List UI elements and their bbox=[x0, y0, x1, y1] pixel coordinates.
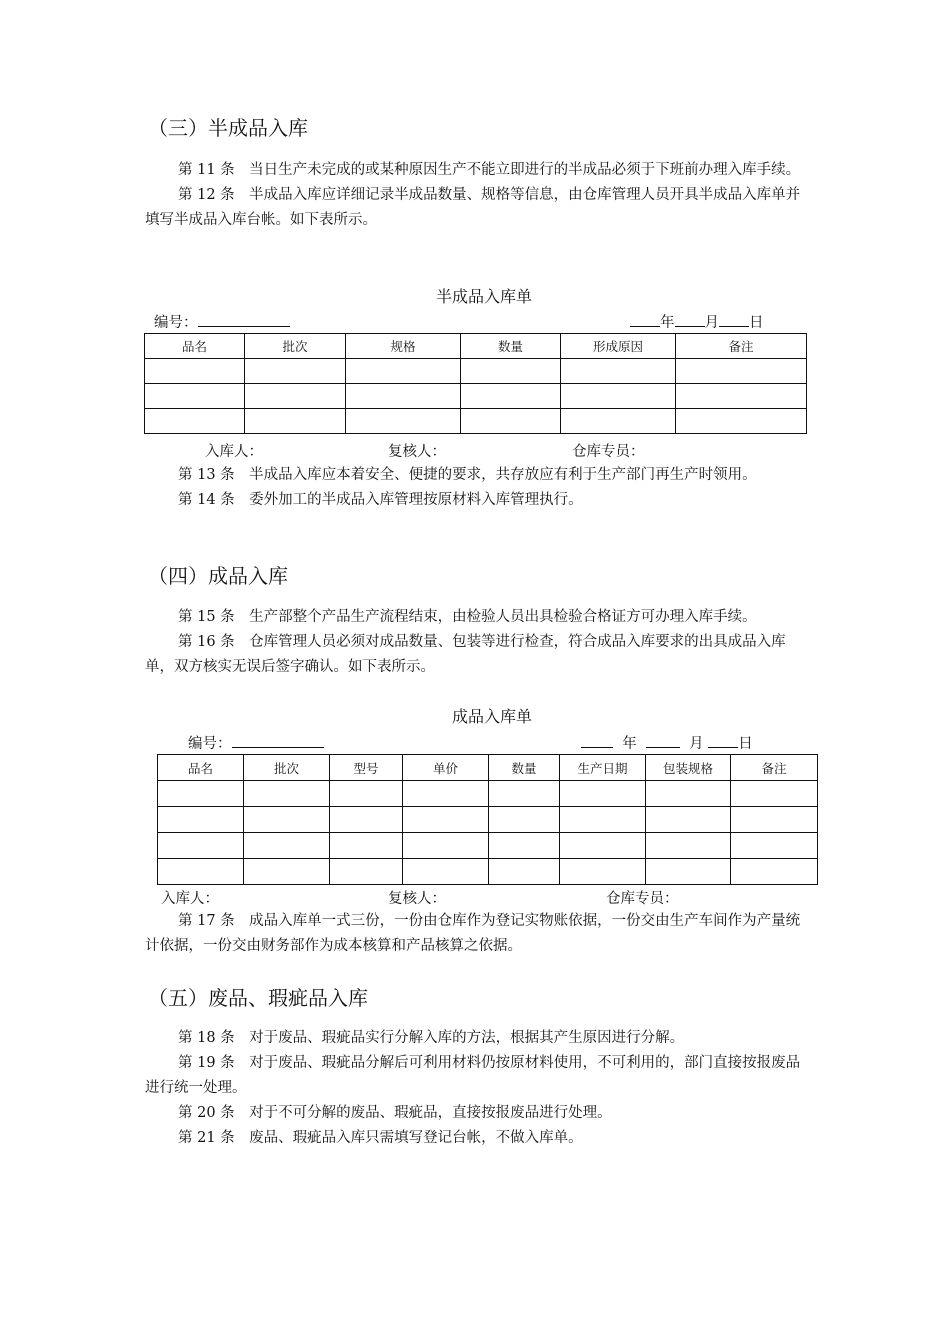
column-header: 数量 bbox=[489, 755, 560, 781]
table-cell[interactable] bbox=[489, 833, 560, 859]
table-cell[interactable] bbox=[158, 807, 244, 833]
table-row bbox=[158, 859, 818, 885]
column-header: 数量 bbox=[461, 334, 561, 359]
column-header: 包装规格 bbox=[646, 755, 731, 781]
table-cell[interactable] bbox=[561, 359, 676, 384]
article-12: 第 12 条 半成品入库应详细记录半成品数量、规格等信息，由仓库管理人员开具半成品入库单并填写半成品入库台帐。如下表所示。 bbox=[145, 187, 801, 228]
table-cell[interactable] bbox=[561, 409, 676, 434]
section4-paragraphs-after bbox=[145, 909, 810, 959]
article-16: 第 16 条 仓库管理人员必须对成品数量、包装等进行检查，符合成品入库要求的出具成品入库单，双方核实无误后签字确认。如下表所示。 bbox=[145, 634, 786, 675]
finished-day-label: 日 bbox=[738, 736, 753, 752]
table-cell[interactable] bbox=[403, 781, 489, 807]
article-17: 第 17 条 成品入库单一式三份，一份由仓库作为登记实物账依据，一份交由生产车间作为产量统计依据，一份交由财务部作为成本核算和产品核算之依据。 bbox=[145, 913, 801, 954]
table-cell[interactable] bbox=[676, 359, 807, 384]
table-cell[interactable] bbox=[244, 833, 330, 859]
table-cell[interactable] bbox=[646, 807, 731, 833]
table-cell[interactable] bbox=[346, 384, 461, 409]
finished-year-label: 年 bbox=[622, 736, 637, 752]
finished-form-number bbox=[188, 732, 324, 753]
finished-form-table bbox=[157, 754, 818, 885]
semi-form-number-blank bbox=[198, 312, 290, 327]
table-cell[interactable] bbox=[731, 859, 818, 885]
finished-form-number-blank bbox=[232, 733, 324, 748]
semi-form-number bbox=[154, 311, 290, 332]
table-cell[interactable] bbox=[244, 781, 330, 807]
column-header: 备注 bbox=[731, 755, 818, 781]
article-15: 第 15 条 生产部整个产品生产流程结束，由检验人员出具检验合格证方可办理入库手续。 bbox=[178, 609, 757, 625]
table-cell[interactable] bbox=[158, 859, 244, 885]
column-header: 生产日期 bbox=[560, 755, 646, 781]
table-cell[interactable] bbox=[560, 807, 646, 833]
table-cell[interactable] bbox=[646, 833, 731, 859]
table-cell[interactable] bbox=[330, 859, 403, 885]
semi-form-number-label: 编号： bbox=[154, 315, 198, 331]
article-18: 第 18 条 对于废品、瑕疵品实行分解入库的方法，根据其产生原因进行分解。 bbox=[178, 1030, 685, 1046]
table-cell[interactable] bbox=[158, 781, 244, 807]
table-cell[interactable] bbox=[330, 807, 403, 833]
table-cell[interactable] bbox=[244, 807, 330, 833]
semi-year-label: 年 bbox=[660, 315, 675, 331]
semi-day-label: 日 bbox=[749, 315, 764, 331]
article-21: 第 21 条 废品、瑕疵品入库只需填写登记台帐，不做入库单。 bbox=[178, 1130, 583, 1146]
article-13: 第 13 条 半成品入库应本着安全、便捷的要求，共存放应有利于生产部门再生产时领用。 bbox=[178, 467, 757, 483]
finished-day-blank bbox=[708, 733, 738, 748]
column-header: 规格 bbox=[346, 334, 461, 359]
table-cell[interactable] bbox=[461, 384, 561, 409]
section-heading-semi-finished: （三）半成品入库 bbox=[148, 116, 308, 140]
column-header: 单价 bbox=[403, 755, 489, 781]
section-heading-defective: （五）废品、瑕疵品入库 bbox=[148, 986, 368, 1010]
table-cell[interactable] bbox=[244, 859, 330, 885]
table-cell[interactable] bbox=[403, 807, 489, 833]
section4-paragraphs bbox=[145, 605, 810, 680]
article-14: 第 14 条 委外加工的半成品入库管理按原材料入库管理执行。 bbox=[178, 492, 583, 508]
semi-form-date bbox=[630, 311, 764, 332]
section-heading-finished: （四）成品入库 bbox=[148, 564, 288, 588]
table-cell[interactable] bbox=[489, 859, 560, 885]
table-header-row bbox=[145, 334, 807, 359]
semi-year-blank bbox=[630, 312, 660, 327]
table-cell[interactable] bbox=[731, 781, 818, 807]
finished-form-title: 成品入库单 bbox=[452, 707, 533, 726]
finished-form-date bbox=[581, 732, 753, 753]
table-cell[interactable] bbox=[145, 359, 245, 384]
table-cell[interactable] bbox=[560, 833, 646, 859]
table-cell[interactable] bbox=[145, 384, 245, 409]
table-cell[interactable] bbox=[158, 833, 244, 859]
finished-month-blank bbox=[646, 733, 680, 748]
section3-paragraphs bbox=[145, 158, 810, 233]
table-cell[interactable] bbox=[560, 859, 646, 885]
table-cell[interactable] bbox=[403, 859, 489, 885]
table-cell[interactable] bbox=[646, 859, 731, 885]
semi-sign-receiver: 入库人： bbox=[205, 444, 263, 460]
table-cell[interactable] bbox=[245, 359, 346, 384]
table-cell[interactable] bbox=[461, 359, 561, 384]
semi-sign-reviewer: 复核人： bbox=[388, 444, 446, 460]
semi-finished-form-title: 半成品入库单 bbox=[436, 287, 533, 306]
table-cell[interactable] bbox=[403, 833, 489, 859]
semi-month-label: 月 bbox=[704, 315, 719, 331]
section3-paragraphs-after bbox=[145, 463, 810, 513]
column-header: 型号 bbox=[330, 755, 403, 781]
table-cell[interactable] bbox=[561, 384, 676, 409]
semi-sign-clerk: 仓库专员： bbox=[572, 444, 645, 460]
semi-finished-form-table bbox=[144, 333, 807, 434]
table-cell[interactable] bbox=[346, 359, 461, 384]
table-cell[interactable] bbox=[245, 384, 346, 409]
table-row bbox=[145, 384, 807, 409]
table-cell[interactable] bbox=[676, 409, 807, 434]
table-cell[interactable] bbox=[731, 833, 818, 859]
article-19: 第 19 条 对于废品、瑕疵品分解后可利用材料仍按原材料使用，不可利用的，部门直接按报废品进行统一处理。 bbox=[145, 1055, 801, 1096]
table-row bbox=[145, 409, 807, 434]
table-row bbox=[145, 359, 807, 384]
table-cell[interactable] bbox=[145, 409, 245, 434]
finished-sign-clerk: 仓库专员： bbox=[606, 891, 679, 907]
finished-form-number-label: 编号： bbox=[188, 736, 232, 752]
table-cell[interactable] bbox=[731, 807, 818, 833]
table-cell[interactable] bbox=[330, 833, 403, 859]
column-header: 批次 bbox=[245, 334, 346, 359]
table-header-row bbox=[158, 755, 818, 781]
table-cell[interactable] bbox=[489, 781, 560, 807]
table-cell[interactable] bbox=[245, 409, 346, 434]
semi-month-blank bbox=[675, 312, 705, 327]
table-cell[interactable] bbox=[646, 781, 731, 807]
finished-sign-receiver: 入库人： bbox=[161, 891, 219, 907]
column-header: 形成原因 bbox=[561, 334, 676, 359]
table-row bbox=[158, 807, 818, 833]
column-header: 品名 bbox=[145, 334, 245, 359]
table-cell[interactable] bbox=[676, 384, 807, 409]
table-row bbox=[158, 781, 818, 807]
table-row bbox=[158, 833, 818, 859]
table-cell[interactable] bbox=[330, 781, 403, 807]
column-header: 品名 bbox=[158, 755, 244, 781]
finished-month-label: 月 bbox=[689, 736, 704, 752]
table-cell[interactable] bbox=[560, 781, 646, 807]
finished-year-blank bbox=[581, 733, 613, 748]
column-header: 备注 bbox=[676, 334, 807, 359]
finished-sign-reviewer: 复核人： bbox=[388, 891, 446, 907]
column-header: 批次 bbox=[244, 755, 330, 781]
article-11: 第 11 条 当日生产未完成的或某种原因生产不能立即进行的半成品必须于下班前办理入库手续。 bbox=[178, 162, 801, 178]
article-20: 第 20 条 对于不可分解的废品、瑕疵品，直接按报废品进行处理。 bbox=[178, 1105, 612, 1121]
table-cell[interactable] bbox=[346, 409, 461, 434]
section5-paragraphs bbox=[145, 1026, 810, 1151]
table-cell[interactable] bbox=[461, 409, 561, 434]
table-cell[interactable] bbox=[489, 807, 560, 833]
semi-day-blank bbox=[719, 312, 749, 327]
